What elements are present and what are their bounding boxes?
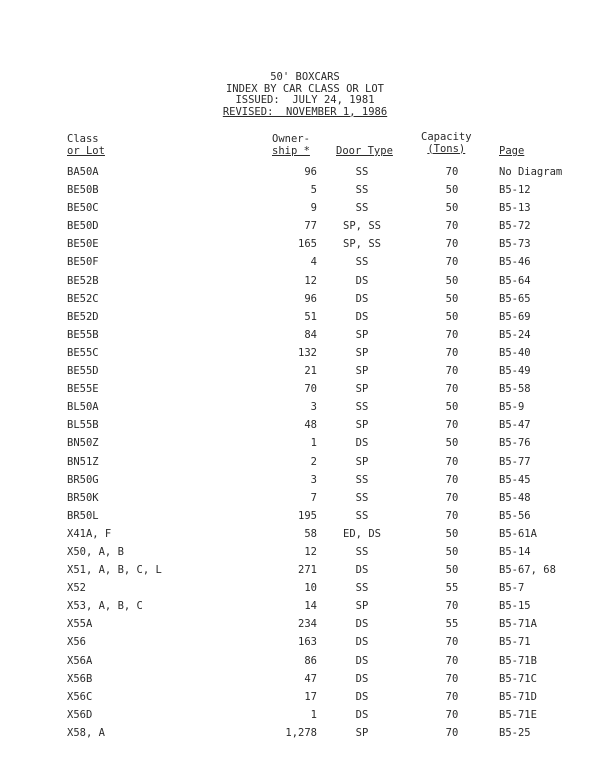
cell-door-type: DS: [355, 636, 369, 649]
table-row: [0, 293, 600, 311]
cell-page: B5-64: [499, 274, 531, 287]
column-header-page: Page: [499, 145, 525, 157]
column-header-door-type: Door Type: [336, 145, 393, 157]
cell-page: B5-25: [499, 726, 531, 739]
cell-ownership: 1: [310, 437, 317, 450]
header-title: 50' BOXCARS: [270, 71, 340, 83]
cell-door-type: SP: [355, 346, 369, 359]
cell-ownership: 77: [304, 220, 317, 233]
cell-capacity: 70: [445, 636, 459, 649]
cell-ownership: 132: [298, 346, 317, 359]
cell-capacity: 70: [445, 708, 459, 721]
cell-capacity: 50: [445, 202, 459, 215]
cell-class: BE52B: [67, 274, 99, 287]
cell-capacity: 70: [445, 328, 459, 341]
cell-ownership: 163: [298, 636, 317, 649]
cell-class: BE50D: [67, 220, 99, 233]
cell-ownership: 5: [310, 184, 317, 197]
cell-ownership: 58: [304, 527, 317, 540]
cell-ownership: 234: [298, 618, 317, 631]
cell-door-type: SS: [355, 401, 369, 414]
cell-class: X50, A, B: [67, 545, 124, 558]
cell-class: X41A, F: [67, 527, 112, 540]
cell-ownership: 14: [304, 600, 317, 613]
cell-class: BE50B: [67, 184, 99, 197]
cell-page: B5-12: [499, 184, 531, 197]
table-row: [0, 383, 600, 401]
cell-ownership: 21: [304, 365, 317, 378]
cell-page: B5-7: [499, 582, 525, 595]
cell-page: B5-71A: [499, 618, 537, 631]
cell-page: B5-56: [499, 509, 531, 522]
cell-class: X56B: [67, 672, 93, 685]
cell-capacity: 50: [445, 437, 459, 450]
table-row: [0, 456, 600, 474]
cell-class: X56D: [67, 708, 93, 721]
cell-capacity: 70: [445, 166, 459, 178]
cell-capacity: 70: [445, 256, 459, 269]
cell-class: BE55E: [67, 383, 99, 396]
cell-door-type: DS: [355, 437, 369, 450]
cell-capacity: 70: [445, 726, 459, 739]
cell-class: BE55B: [67, 328, 99, 341]
cell-class: BL55B: [67, 419, 99, 432]
cell-page: B5-47: [499, 419, 531, 432]
cell-page: No Diagram: [499, 166, 563, 178]
cell-page: B5-72: [499, 220, 531, 233]
cell-door-type: SP: [355, 455, 369, 468]
cell-class: X58, A: [67, 726, 105, 739]
boxcar-table: [0, 166, 600, 745]
table-row: [0, 166, 600, 184]
cell-class: BE52D: [67, 310, 99, 323]
table-row: [0, 256, 600, 274]
cell-door-type: SP, SS: [343, 220, 381, 233]
cell-door-type: SP, SS: [343, 238, 381, 251]
cell-ownership: 2: [310, 455, 317, 468]
cell-door-type: SS: [355, 491, 369, 504]
table-row: [0, 564, 600, 582]
table-row: [0, 419, 600, 437]
cell-capacity: 70: [445, 383, 459, 396]
table-row: [0, 365, 600, 383]
cell-door-type: SS: [355, 166, 369, 178]
cell-ownership: 10: [304, 582, 317, 595]
table-row: [0, 202, 600, 220]
cell-door-type: SS: [355, 202, 369, 215]
cell-door-type: SS: [355, 184, 369, 197]
cell-door-type: ED, DS: [343, 527, 381, 540]
column-header-capacity: Capacity (Tons): [421, 131, 472, 155]
cell-door-type: SS: [355, 545, 369, 558]
cell-door-type: SS: [355, 582, 369, 595]
document-header: [180, 72, 430, 118]
cell-class: BR50K: [67, 491, 99, 504]
table-row: [0, 636, 600, 654]
cell-ownership: 7: [310, 491, 317, 504]
cell-page: B5-15: [499, 600, 531, 613]
cell-door-type: DS: [355, 274, 369, 287]
cell-page: B5-40: [499, 346, 531, 359]
cell-page: B5-67, 68: [499, 564, 556, 577]
cell-ownership: 12: [304, 545, 317, 558]
cell-class: BN51Z: [67, 455, 99, 468]
column-header-class: Class or Lot: [67, 133, 105, 157]
cell-class: X52: [67, 582, 86, 595]
cell-door-type: DS: [355, 310, 369, 323]
cell-door-type: DS: [355, 654, 369, 667]
table-row: [0, 691, 600, 709]
cell-door-type: SS: [355, 256, 369, 269]
cell-door-type: SS: [355, 473, 369, 486]
cell-door-type: SP: [355, 600, 369, 613]
cell-capacity: 70: [445, 346, 459, 359]
cell-ownership: 47: [304, 672, 317, 685]
table-row: [0, 220, 600, 238]
cell-ownership: 195: [298, 509, 317, 522]
header-issued: ISSUED: JULY 24, 1981: [235, 94, 375, 106]
cell-class: BE50C: [67, 202, 99, 215]
cell-capacity: 70: [445, 654, 459, 667]
cell-capacity: 50: [445, 564, 459, 577]
table-row: [0, 673, 600, 691]
cell-page: B5-71C: [499, 672, 537, 685]
cell-class: X55A: [67, 618, 93, 631]
table-row: [0, 184, 600, 202]
table-row: [0, 401, 600, 419]
cell-class: BE50E: [67, 238, 99, 251]
cell-capacity: 70: [445, 238, 459, 251]
cell-capacity: 50: [445, 545, 459, 558]
cell-page: B5-58: [499, 383, 531, 396]
header-subtitle: INDEX BY CAR CLASS OR LOT: [225, 82, 385, 95]
cell-page: B5-71E: [499, 708, 537, 721]
cell-door-type: DS: [355, 618, 369, 631]
cell-capacity: 70: [445, 455, 459, 468]
cell-door-type: DS: [355, 292, 369, 305]
cell-door-type: SP: [355, 383, 369, 396]
cell-ownership: 51: [304, 310, 317, 323]
cell-ownership: 4: [310, 256, 317, 269]
table-row: [0, 618, 600, 636]
cell-door-type: DS: [355, 690, 369, 703]
cell-ownership: 271: [298, 564, 317, 577]
cell-ownership: 165: [298, 238, 317, 251]
cell-ownership: 48: [304, 419, 317, 432]
cell-class: BN50Z: [67, 437, 99, 450]
table-row: [0, 238, 600, 256]
header-revised: REVISED: NOVEMBER 1, 1986: [222, 105, 388, 118]
table-row: [0, 655, 600, 673]
cell-capacity: 50: [445, 274, 459, 287]
cell-ownership: 86: [304, 654, 317, 667]
cell-ownership: 1,278: [285, 726, 317, 739]
cell-capacity: 70: [445, 600, 459, 613]
cell-capacity: 70: [445, 365, 459, 378]
cell-ownership: 3: [310, 473, 317, 486]
cell-page: B5-65: [499, 292, 531, 305]
cell-class: BA50A: [67, 166, 99, 178]
cell-page: B5-46: [499, 256, 531, 269]
column-header-ownership: Owner- ship *: [272, 133, 310, 157]
cell-capacity: 70: [445, 491, 459, 504]
table-row: [0, 311, 600, 329]
cell-capacity: 70: [445, 690, 459, 703]
cell-page: B5-76: [499, 437, 531, 450]
cell-class: X51, A, B, C, L: [67, 564, 162, 577]
cell-class: BL50A: [67, 401, 99, 414]
cell-capacity: 70: [445, 419, 459, 432]
cell-page: B5-71D: [499, 690, 537, 703]
cell-page: B5-48: [499, 491, 531, 504]
cell-class: X56C: [67, 690, 93, 703]
table-row: [0, 727, 600, 745]
cell-capacity: 55: [445, 618, 459, 631]
cell-ownership: 84: [304, 328, 317, 341]
cell-page: B5-77: [499, 455, 531, 468]
cell-class: BE50F: [67, 256, 99, 269]
cell-capacity: 50: [445, 527, 459, 540]
cell-ownership: 12: [304, 274, 317, 287]
cell-ownership: 1: [310, 708, 317, 721]
cell-page: B5-13: [499, 202, 531, 215]
cell-page: B5-69: [499, 310, 531, 323]
table-row: [0, 275, 600, 293]
table-row: [0, 437, 600, 455]
cell-capacity: 55: [445, 582, 459, 595]
cell-page: B5-24: [499, 328, 531, 341]
cell-class: BE55D: [67, 365, 99, 378]
cell-page: B5-14: [499, 545, 531, 558]
cell-ownership: 9: [310, 202, 317, 215]
cell-capacity: 70: [445, 672, 459, 685]
cell-class: X53, A, B, C: [67, 600, 143, 613]
table-row: [0, 329, 600, 347]
cell-ownership: 17: [304, 690, 317, 703]
table-row: [0, 600, 600, 618]
cell-class: BR50G: [67, 473, 99, 486]
cell-page: B5-45: [499, 473, 531, 486]
cell-page: B5-61A: [499, 527, 537, 540]
cell-class: BE52C: [67, 292, 99, 305]
cell-capacity: 50: [445, 401, 459, 414]
cell-page: B5-9: [499, 401, 525, 414]
table-row: [0, 582, 600, 600]
table-row: [0, 510, 600, 528]
cell-page: B5-73: [499, 238, 531, 251]
cell-door-type: DS: [355, 564, 369, 577]
cell-class: X56A: [67, 654, 93, 667]
cell-page: B5-49: [499, 365, 531, 378]
cell-capacity: 50: [445, 310, 459, 323]
cell-capacity: 50: [445, 292, 459, 305]
cell-ownership: 70: [304, 383, 317, 396]
cell-capacity: 50: [445, 184, 459, 197]
table-row: [0, 546, 600, 564]
cell-ownership: 96: [304, 292, 317, 305]
cell-ownership: 3: [310, 401, 317, 414]
cell-ownership: 96: [304, 166, 317, 178]
cell-page: B5-71B: [499, 654, 537, 667]
cell-page: B5-71: [499, 636, 531, 649]
cell-capacity: 70: [445, 220, 459, 233]
table-row: [0, 347, 600, 365]
cell-door-type: SP: [355, 365, 369, 378]
cell-class: X56: [67, 636, 86, 649]
cell-class: BR50L: [67, 509, 99, 522]
table-row: [0, 528, 600, 546]
cell-door-type: SS: [355, 509, 369, 522]
table-row: [0, 474, 600, 492]
cell-capacity: 70: [445, 473, 459, 486]
cell-door-type: SP: [355, 419, 369, 432]
cell-door-type: DS: [355, 708, 369, 721]
table-row: [0, 492, 600, 510]
cell-door-type: SP: [355, 726, 369, 739]
cell-door-type: SP: [355, 328, 369, 341]
cell-class: BE55C: [67, 346, 99, 359]
table-row: [0, 709, 600, 727]
cell-door-type: DS: [355, 672, 369, 685]
cell-capacity: 70: [445, 509, 459, 522]
